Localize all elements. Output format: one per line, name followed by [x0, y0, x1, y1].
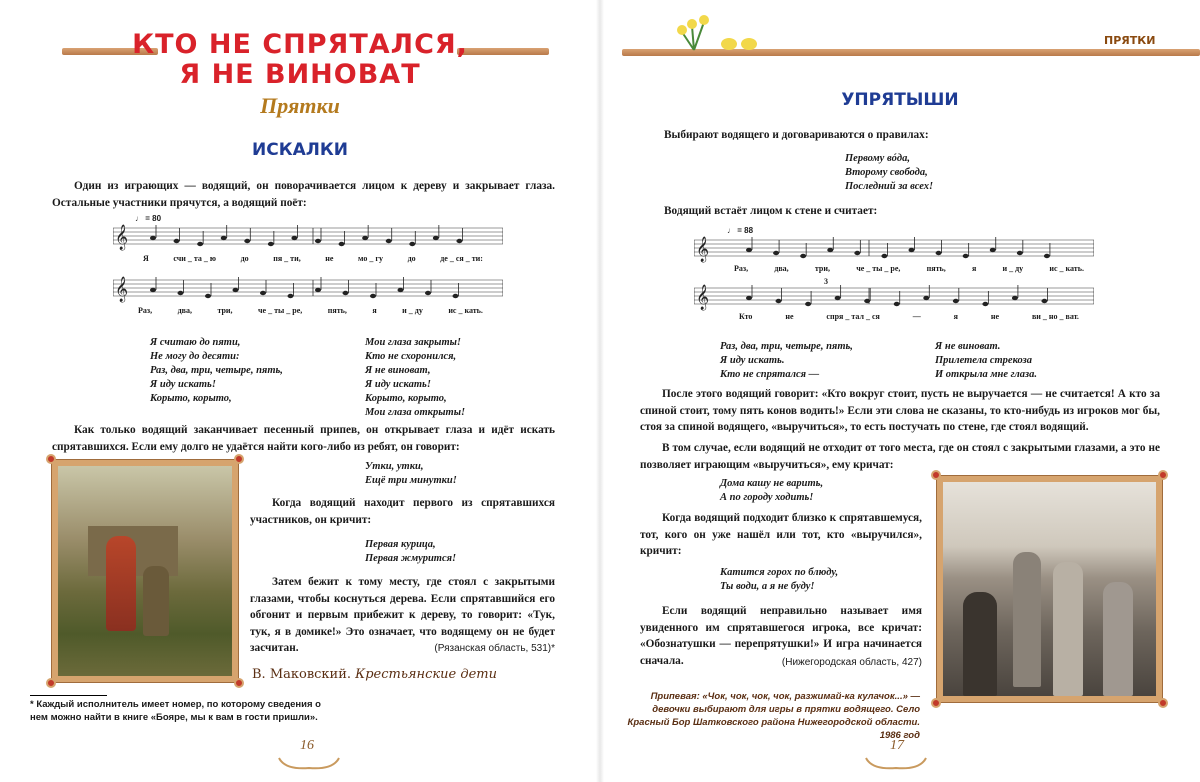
paragraph: Когда водящий находит первого из спрятавшихся участников, он кричит: [250, 497, 555, 526]
lyrics-line-1 [143, 254, 483, 264]
title-line1: КТО НЕ СПРЯТАЛСЯ, [132, 29, 468, 60]
treble-clef-icon: 𝄞 [696, 236, 710, 261]
note-head [205, 294, 211, 298]
lyric-syllable: пять, [926, 264, 946, 273]
note-head [881, 254, 887, 258]
footnote: * Каждый исполнитель имеет номер, по которому сведения о нем можно найти в книге «Бояре, мы к вам в гости пришли». [30, 699, 321, 723]
poem-left: Раз, два, три, четыре, пять, Я иду искать. Кто не спрятался — [720, 341, 853, 380]
running-head: ПРЯТКИ [1104, 34, 1156, 47]
note-head [453, 294, 459, 298]
note-head [953, 299, 959, 303]
paragraph: Водящий встаёт лицом к стене и считает: [664, 205, 878, 217]
note-head [456, 239, 462, 243]
note-head [805, 302, 811, 306]
lyric-syllable: че _ ты _ ре, [258, 306, 303, 315]
lyric-syllable: два, [774, 264, 789, 273]
lyric-syllable: ви _ но _ ват. [1031, 312, 1079, 321]
poem: Утки, утки, Ещё три минутки! [365, 461, 457, 486]
paragraph: Один из играющих — водящий, он поворачивается лицом к дереву и закрывает глаза. Остальные участники прячутся, а водящий поёт: [52, 180, 555, 209]
book-gutter [596, 0, 604, 782]
frame-corner [931, 470, 941, 480]
note-head [315, 288, 321, 292]
paragraph: После этого водящий говорит: «Кто вокруг стоит, пусть не выручается — не считается! А кто за спиной стоит, тому пять конов водить!» Если эти слова не сказаны, то кто-нибудь из игроков мог бы, стоя за спиной водящего, «выручиться», то есть постучать по стене, где стоял водящий. [640, 388, 1160, 433]
lyric-syllable: я [372, 306, 377, 315]
note-head [835, 296, 841, 300]
paragraph: Когда водящий подходит близко к спрятавшемуся, тот, кого он уже нашёл или тот, кто «выручился», кричит: [640, 512, 922, 557]
painting-child [143, 566, 169, 636]
painting-caption: В. Маковский. Крестьянские дети [252, 667, 497, 682]
note-head [990, 248, 996, 252]
poem: Первая курица, Первая жмурится! [365, 539, 457, 564]
note-head [178, 291, 184, 295]
note-head [398, 288, 404, 292]
paragraph: Если водящий неправильно называет имя увиденного им спрятавшегося игрока, все кричат: «Обознатушки — перепрятушки!» И игра начинается сначала. [640, 605, 922, 667]
lyrics-line-1 [734, 264, 1084, 274]
note-head [425, 291, 431, 295]
lyrics-line-2 [138, 306, 483, 316]
note-head [244, 239, 250, 243]
lyric-syllable: до [240, 254, 249, 263]
poem: Дома кашу не варить, А по городу ходить! [720, 478, 824, 503]
tempo-mark: ♩ = 80 [135, 214, 162, 223]
poem: Первому вóда, Второму свобода, Последний за всех! [845, 153, 934, 192]
lyric-syllable: — [912, 312, 921, 321]
note-head [221, 236, 227, 240]
photo-girl [1053, 562, 1083, 696]
frame-corner [46, 454, 56, 464]
note-head [362, 236, 368, 240]
paragraph: Как только водящий заканчивает песенный припев, он открывает глаза и идёт искать спрятавшихся. Если ему долго не удаётся найти кого-либо из ребят, он говорит: [52, 424, 555, 453]
note-head [923, 296, 929, 300]
note-head [315, 239, 321, 243]
page-ornament [275, 752, 343, 774]
lyric-syllable: Раз, [138, 306, 153, 315]
poem-left: Я считаю до пяти, Не могу до десяти: Раз, два, три, четыре, пять, Я иду искать! Корыто, корыто, [150, 337, 283, 404]
lyric-syllable: Раз, [734, 264, 749, 273]
note-head [370, 294, 376, 298]
poem: Катится горох по блюду, Ты води, а я не буду! [720, 567, 839, 592]
lyric-syllable: не [990, 312, 1000, 321]
note-head [982, 302, 988, 306]
section-heading: ИСКАЛКИ [252, 140, 348, 160]
note-head [260, 291, 266, 295]
dandelion-chicks-illustration [674, 14, 764, 52]
note-head [746, 296, 752, 300]
page-number: 17 [890, 738, 904, 753]
note-head [773, 251, 779, 255]
note-head [746, 248, 752, 252]
note-head [776, 299, 782, 303]
lyric-syllable: пя _ ти, [273, 254, 301, 263]
lyric-syllable: и _ ду [402, 306, 423, 315]
lyric-syllable: три, [814, 264, 830, 273]
note-head [291, 236, 297, 240]
lyric-syllable: три, [217, 306, 233, 315]
note-head [1044, 254, 1050, 258]
photo-girl [1103, 582, 1133, 696]
frame-corner [931, 698, 941, 708]
lyric-syllable: мо _ гу [358, 254, 384, 263]
note-head [800, 254, 806, 258]
note-head [909, 248, 915, 252]
note-head [433, 236, 439, 240]
note-head [339, 242, 345, 246]
photo-girl [1013, 552, 1041, 687]
lyric-syllable: спря _ тал _ ся [826, 312, 880, 321]
note-head [1017, 251, 1023, 255]
note-head [854, 251, 860, 255]
note-head [386, 239, 392, 243]
painting-peasant-children [52, 460, 238, 682]
paragraph: Выбирают водящего и договариваются о правилах: [664, 129, 929, 141]
lyric-syllable: я [971, 264, 977, 273]
source-note: (Нижегородская область, 427) [781, 657, 922, 668]
note-head [288, 294, 294, 298]
frame-corner [234, 678, 244, 688]
note-head [1012, 296, 1018, 300]
paragraph: В том случае, если водящий не отходит от того места, где он стоял с закрытыми глазами, а это не позволяет играющим «выручиться», ему кричат: [640, 442, 1160, 471]
photo-girls-playing [937, 476, 1162, 702]
treble-clef-icon: 𝄞 [115, 276, 129, 301]
lyric-syllable: счи _ та _ ю [173, 254, 217, 263]
tempo-mark: ♩ = 88 [727, 226, 754, 235]
lyric-syllable: ис _ кать. [448, 306, 483, 315]
note-head [894, 302, 900, 306]
lyric-syllable: два, [177, 306, 192, 315]
lyric-syllable: и _ ду [1002, 264, 1024, 273]
photo-caption: Припевая: «Чок, чок, чок, чок, разжимай-ка кулачок...» — девочки выбирают для игры в прятки водящего. Село Красный Бор Шатковского района Нижегородской области. 1986 год [627, 691, 920, 741]
triplet-mark: 3 [824, 277, 828, 286]
lyric-syllable: Кто [739, 312, 753, 321]
note-head [963, 254, 969, 258]
note-head [197, 242, 203, 246]
sheet-music [113, 214, 503, 328]
subtitle: Прятки [260, 93, 340, 118]
treble-clef-icon: 𝄞 [115, 224, 129, 249]
lyric-syllable: Я [143, 254, 149, 263]
note-head [827, 248, 833, 252]
lyric-syllable: че _ ты _ ре, [856, 264, 901, 273]
note-head [150, 236, 156, 240]
note-head [864, 299, 870, 303]
note-head [343, 291, 349, 295]
frame-corner [1158, 698, 1168, 708]
lyric-syllable: пять, [327, 306, 347, 315]
poem-right: Я не виноват. Прилетела стрекоза И открыла мне глаза. [935, 341, 1037, 380]
section-heading: УПРЯТЫШИ [841, 90, 959, 110]
note-head [409, 242, 415, 246]
note-head [174, 239, 180, 243]
photo-girl [963, 592, 997, 696]
title-line2: Я НЕ ВИНОВАТ [179, 59, 421, 90]
poem-right: Мои глаза закрыты! Кто не схоронился, Я не виноват, Я иду искать! Корыто, корыто, Мои глаза открыты! [365, 337, 466, 418]
frame-corner [234, 454, 244, 464]
frame-corner [1158, 470, 1168, 480]
painting-girl [106, 536, 136, 631]
paragraph: Затем бежит к тому месту, где стоял с закрытыми глазами, чтобы коснуться дерева. Если спрятавшийся его обгонит и первым прибежит к дереву, то говорит: «Тук, тук, я в домике!» Это означает, что водящему он не будет засчитан. [250, 576, 555, 654]
page-number: 16 [300, 738, 314, 753]
lyrics-line-2 [739, 312, 1079, 322]
lyric-syllable: ис _ кать. [1049, 264, 1084, 273]
note-head [268, 242, 274, 246]
source-note: (Рязанская область, 531)* [434, 643, 555, 654]
lyric-syllable: я [953, 312, 958, 321]
note-head [1041, 299, 1047, 303]
lyric-syllable: не [325, 254, 334, 263]
note-head [936, 251, 942, 255]
note-head [150, 288, 156, 292]
lyric-syllable: до [407, 254, 416, 263]
note-head [233, 288, 239, 292]
right-page [604, 0, 1200, 782]
sheet-music [694, 228, 1094, 328]
page-ornament [862, 752, 930, 774]
frame-corner [46, 678, 56, 688]
footnote-rule [30, 695, 107, 696]
treble-clef-icon: 𝄞 [696, 284, 710, 309]
lyric-syllable: не [785, 312, 794, 321]
lyric-syllable: де _ ся _ ти: [440, 254, 483, 263]
